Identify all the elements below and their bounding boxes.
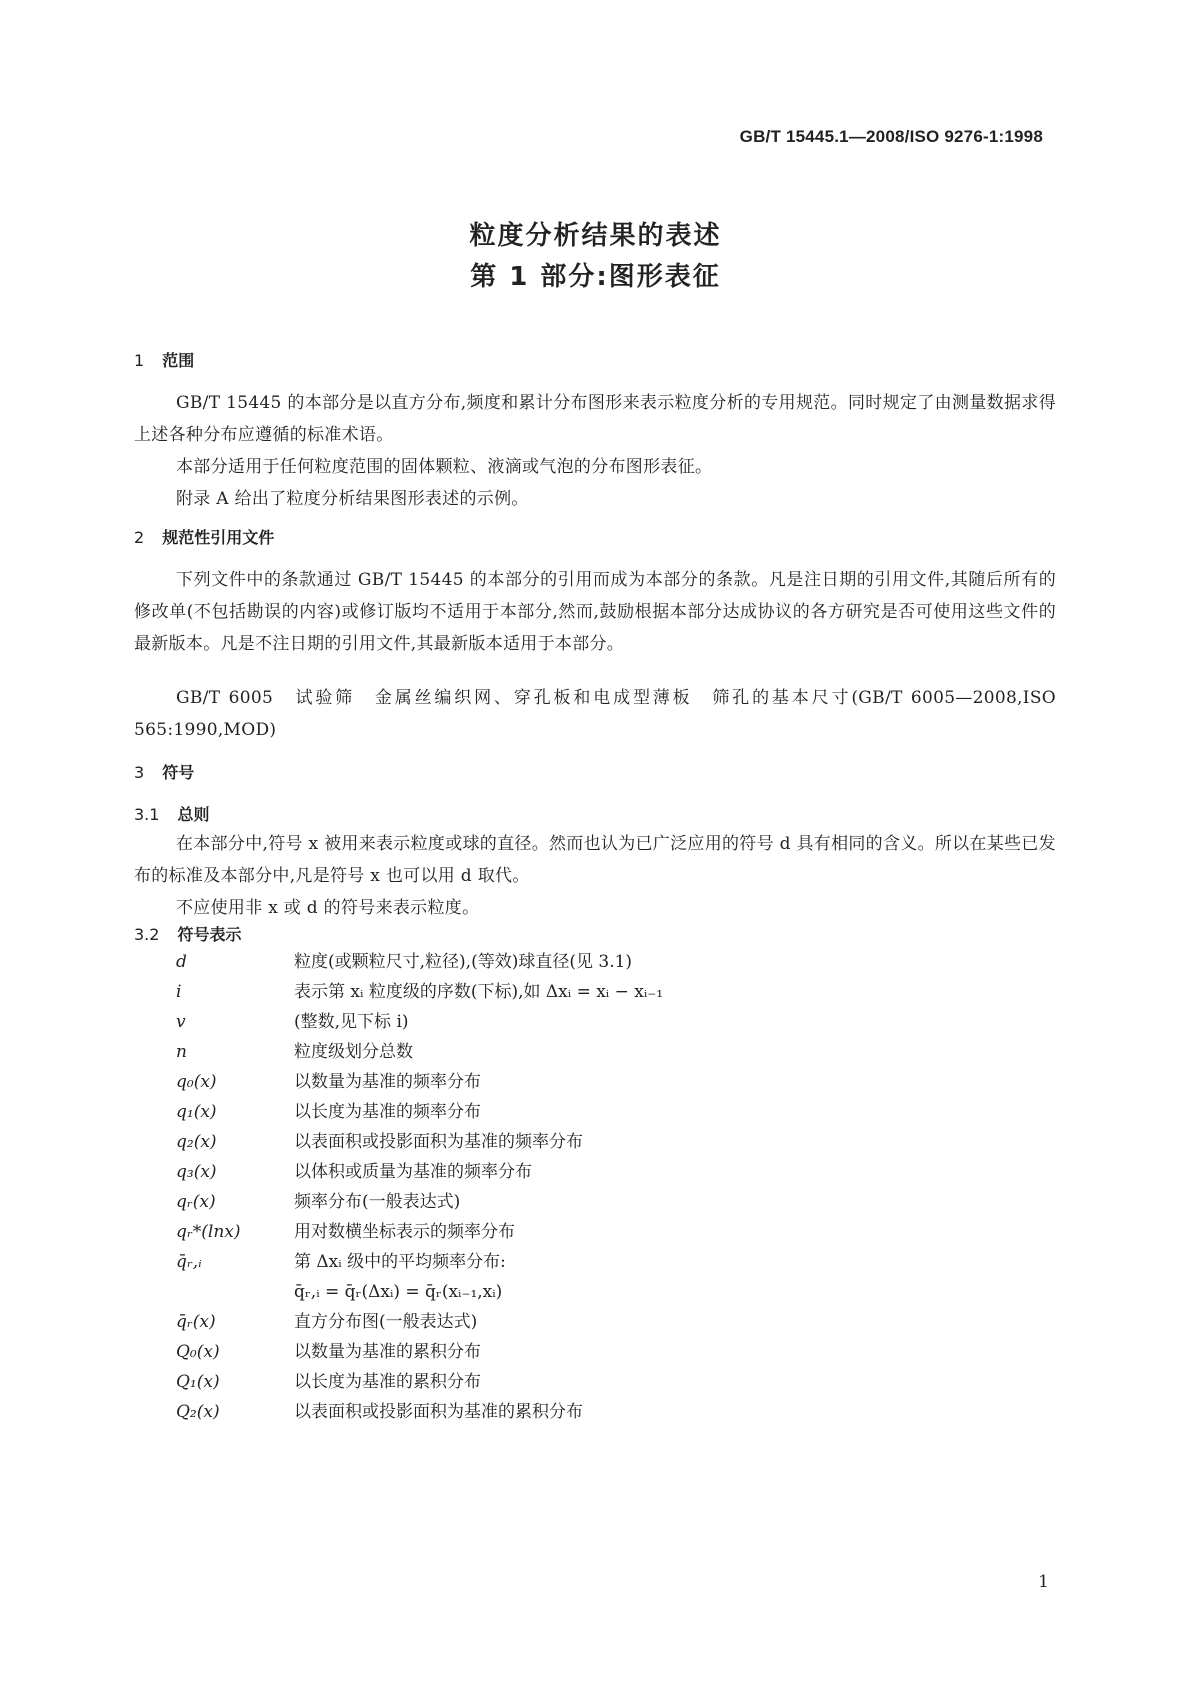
symbol: n (176, 1042, 187, 1062)
symbol-row (0, 1156, 1191, 1188)
symbol-description: 以数量为基准的累积分布 (294, 1342, 481, 1362)
symbol: i (176, 982, 182, 1002)
section-3-heading (134, 760, 194, 783)
symbol-row (0, 1366, 1191, 1398)
section-number: 3 (134, 763, 145, 782)
paragraph-scope-3: 附录 A 给出了粒度分析结果图形表述的示例。 (176, 489, 529, 509)
paragraph-general-1: 在本部分中,符号 x 被用来表示粒度或球的直径。然而也认为已广泛应用的符号 d 具有相同的含义。所以在某些已发布的标准及本部分中,凡是符号 x 也可以用 d 取代。 (134, 834, 1056, 886)
section-title: 规范性引用文件 (162, 528, 275, 547)
symbol-description: 用对数横坐标表示的频率分布 (294, 1222, 515, 1242)
symbol-description: 粒度(或颗粒尺寸,粒径),(等效)球直径(见 3.1) (294, 952, 633, 972)
symbol-row (0, 1096, 1191, 1128)
symbol: qᵣ*(lnx) (176, 1222, 241, 1242)
symbol: q̄ᵣ,ᵢ (176, 1252, 202, 1272)
symbol: q̄ᵣ(x) (176, 1312, 216, 1332)
symbol-description: 第 Δxᵢ 级中的平均频率分布: (294, 1252, 506, 1272)
section-2-heading (134, 525, 274, 548)
symbol-description: 以长度为基准的频率分布 (294, 1102, 481, 1122)
paragraph-scope-1: GB/T 15445 的本部分是以直方分布,频度和累计分布图形来表示粒度分析的专用规范。同时规定了由测量数据求得上述各种分布应遵循的标准术语。 (134, 393, 1056, 445)
section-title: 范围 (162, 351, 195, 370)
paragraph-scope-2: 本部分适用于任何粒度范围的固体颗粒、液滴或气泡的分布图形表征。 (176, 457, 713, 477)
symbol: qᵣ(x) (176, 1192, 216, 1212)
section-number: 2 (134, 528, 145, 547)
symbol-description: 以表面积或投影面积为基准的频率分布 (294, 1132, 583, 1152)
section-3-2-heading (134, 922, 241, 945)
symbol-description: 表示第 xᵢ 粒度级的序数(下标),如 Δxᵢ = xᵢ − xᵢ₋₁ (294, 982, 664, 1002)
symbol-description: 频率分布(一般表达式) (294, 1192, 461, 1212)
symbol-row (0, 1186, 1191, 1218)
section-title: 符号 (162, 763, 195, 782)
symbol: Q₂(x) (176, 1402, 220, 1422)
symbol-description: 以长度为基准的累积分布 (294, 1372, 481, 1392)
section-1-heading (134, 348, 194, 371)
symbol-row (0, 946, 1191, 978)
symbol-row (0, 1066, 1191, 1098)
symbol: q₂(x) (176, 1132, 217, 1152)
symbol-description: 直方分布图(一般表达式) (294, 1312, 478, 1332)
symbol-row (0, 1216, 1191, 1248)
section-number: 3.2 (134, 925, 160, 944)
symbol-description: 以数量为基准的频率分布 (294, 1072, 481, 1092)
symbol: q₁(x) (176, 1102, 217, 1122)
symbol-row (0, 976, 1191, 1008)
paragraph-reference-item: GB/T 6005 试验筛 金属丝编织网、穿孔板和电成型薄板 筛孔的基本尺寸(GB/T 6005—2008,ISO 565:1990,MOD) (134, 688, 1056, 740)
symbol-description: 以表面积或投影面积为基准的累积分布 (294, 1402, 583, 1422)
symbol-description: 粒度级划分总数 (294, 1042, 413, 1062)
symbol-description: 以体积或质量为基准的频率分布 (294, 1162, 532, 1182)
standard-code: GB/T 15445.1—2008/ISO 9276-1:1998 (739, 127, 1043, 146)
symbol-row (0, 1306, 1191, 1338)
symbol: v (176, 1012, 186, 1032)
symbol-row (0, 1036, 1191, 1068)
symbol-row (0, 1246, 1191, 1278)
symbol: Q₁(x) (176, 1372, 220, 1392)
symbol: d (176, 952, 187, 972)
symbol-row (0, 1276, 1191, 1308)
symbol: q₀(x) (176, 1072, 217, 1092)
section-title: 符号表示 (177, 925, 242, 944)
section-number: 3.1 (134, 805, 160, 824)
doc-title: 粒度分析结果的表述 (469, 221, 722, 251)
symbol: q₃(x) (176, 1162, 217, 1182)
symbol-row (0, 1336, 1191, 1368)
section-3-1-heading (134, 802, 209, 825)
doc-subtitle: 第 1 部分:图形表征 (470, 262, 721, 292)
section-number: 1 (134, 351, 145, 370)
symbol: Q₀(x) (176, 1342, 220, 1362)
section-title: 总则 (177, 805, 210, 824)
symbol-description: q̄ᵣ,ᵢ = q̄ᵣ(Δxᵢ) = q̄ᵣ(xᵢ₋₁,xᵢ) (294, 1282, 503, 1302)
symbol-row (0, 1006, 1191, 1038)
page-number: 1 (1038, 1572, 1049, 1592)
paragraph-references: 下列文件中的条款通过 GB/T 15445 的本部分的引用而成为本部分的条款。凡是注日期的引用文件,其随后所有的修改单(不包括勘误的内容)或修订版均不适用于本部分,然而,鼓励根据本部分达成协议的各方研究是否可使用这些文件的最新版本。凡是不注日期的引用文件,其最新版本适用于本部分。 (134, 570, 1056, 654)
paragraph-general-2: 不应使用非 x 或 d 的符号来表示粒度。 (176, 898, 480, 918)
symbol-row (0, 1126, 1191, 1158)
symbol-row (0, 1396, 1191, 1428)
symbol-description: (整数,见下标 i) (294, 1012, 409, 1032)
